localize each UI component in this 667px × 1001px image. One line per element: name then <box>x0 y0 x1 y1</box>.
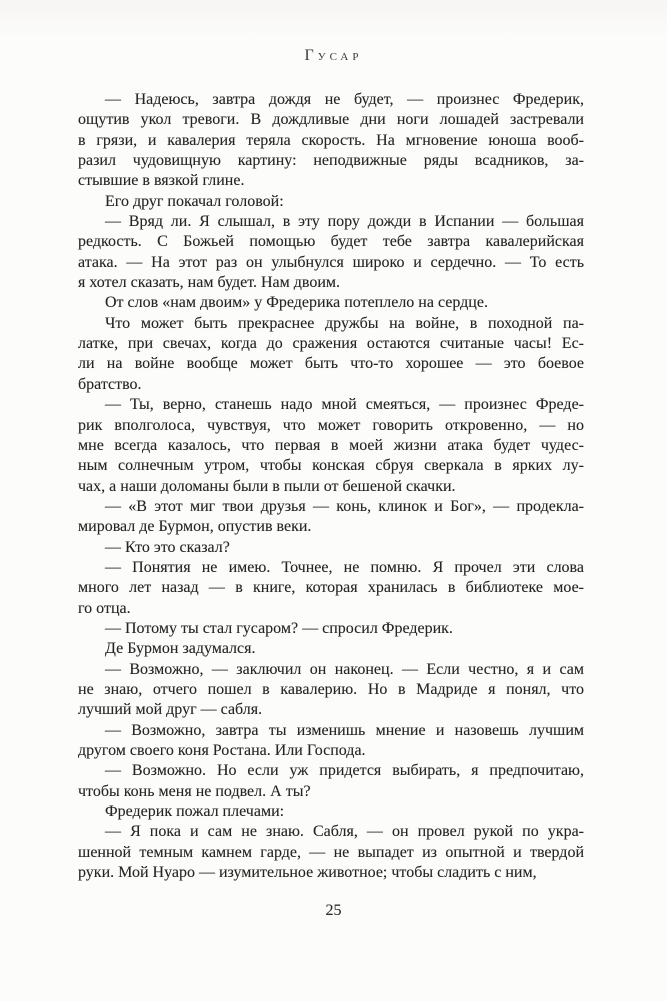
text-line: — Ты, верно, станешь надо мной смеяться, — произнес Фреде- <box>105 396 584 414</box>
paragraph <box>78 293 584 313</box>
text-line: — Я пока и сам не знаю. Сабля, — он провел рукой по укра- <box>105 823 584 841</box>
text-line: ощутив укол тревоги. В дождливые дни ноги лошадей застревали <box>78 111 584 129</box>
text-line: — Понятия не имею. Точнее, не помню. Я прочел эти слова <box>105 558 584 576</box>
paragraph <box>78 538 584 558</box>
text-line: — Вряд ли. Я слышал, в эту пору дожди в Испании — большая <box>105 213 584 231</box>
text-line: Его друг покачал головой: <box>105 192 284 210</box>
text-line: — Потому ты стал гусаром? — спросил Фредерик. <box>105 619 453 637</box>
text-line: редкость. С Божьей помощью будет тебе завтра кавалерийская <box>78 233 584 251</box>
paragraph <box>78 822 584 883</box>
paragraph <box>78 761 584 802</box>
text-line: чтобы конь меня не подвел. А ты? <box>78 782 311 800</box>
text-line: — Кто это сказал? <box>105 538 230 556</box>
text-line: — Надеюсь, завтра дождя не будет, — произнес Фредерик, <box>105 91 584 108</box>
text-line: руки. Мой Нуаро — изумительное животное; чтобы сладить с ним, <box>78 864 537 882</box>
text-line: я хотел сказать, нам будет. Нам двоим. <box>78 274 341 292</box>
text-line: много лет назад — в книге, которая хранилась в библиотеке мое- <box>78 579 584 597</box>
text-line: ли на войне вообще может быть что-то хорошее — это боевое <box>78 355 584 373</box>
text-line: мне всегда казалось, что первая в моей жизни атака будет чудес- <box>78 436 584 454</box>
text-line: — Возможно, — заключил он наконец. — Если честно, я и сам <box>105 660 584 678</box>
paragraph <box>78 192 584 212</box>
paragraph <box>78 90 584 192</box>
text-line: в грязи, и кавалерия теряла скорость. На мгновение юноша вооб- <box>78 131 584 149</box>
paragraph <box>78 314 584 395</box>
text-line: Фредерик пожал плечами: <box>105 803 285 821</box>
paragraph <box>78 619 584 639</box>
running-header: Гусар <box>304 47 363 64</box>
text-line: братство. <box>78 375 142 393</box>
text-line: От слов «нам двоим» у Фредерика потеплело на сердце. <box>105 294 488 312</box>
text-line: ным солнечным утром, чтобы конская сбруя сверкала в ярких лу- <box>78 457 584 475</box>
text-line: Что может быть прекраснее дружбы на войне, в походной па- <box>105 314 584 332</box>
text-block <box>78 90 584 883</box>
text-line: го отца. <box>78 599 131 617</box>
text-line: чах, а наши доломаны были в пыли от бешеной скачки. <box>78 477 456 495</box>
text-line: Де Бурмон задумался. <box>105 640 256 658</box>
paragraph <box>78 212 584 293</box>
text-line: лучший мой друг — сабля. <box>78 701 263 719</box>
text-line: шенной темным камнем гарде, — не выпадет из опытной и твердой <box>78 843 584 861</box>
text-line: другом своего коня Ростана. Или Господа. <box>78 742 366 759</box>
text-line: не знаю, отчего пошел в кавалерию. Но в Мадриде я понял, что <box>78 680 584 698</box>
paragraph <box>78 660 584 721</box>
text-line: атака. — На этот раз он улыбнулся широко и сердечно. — То есть <box>78 253 584 271</box>
text-line: — «В этот миг твои друзья — конь, клинок и Бог», — продекла- <box>105 497 584 515</box>
text-line: мировал де Бурмон, опустив веки. <box>78 518 312 536</box>
text-line: — Возможно. Но если уж придется выбирать, я предпочитаю, <box>105 762 584 780</box>
text-line: разил чудовищную картину: неподвижные ряды всадников, за- <box>78 152 584 170</box>
paragraph <box>78 639 584 659</box>
paragraph <box>78 497 584 538</box>
text-line: — Возможно, завтра ты изменишь мнение и назовешь лучшим <box>105 721 584 739</box>
text-line: рик вполголоса, чувствуя, что может говорить откровенно, — но <box>78 416 584 434</box>
text-line: латке, при свечах, когда до сражения остаются считаные часы! Ес- <box>78 335 584 353</box>
paragraph <box>78 558 584 619</box>
paragraph <box>78 395 584 497</box>
text-line: стывшие в вязкой глине. <box>78 172 245 190</box>
page-number: 25 <box>325 902 342 919</box>
paragraph <box>78 802 584 822</box>
paragraph <box>78 721 584 762</box>
